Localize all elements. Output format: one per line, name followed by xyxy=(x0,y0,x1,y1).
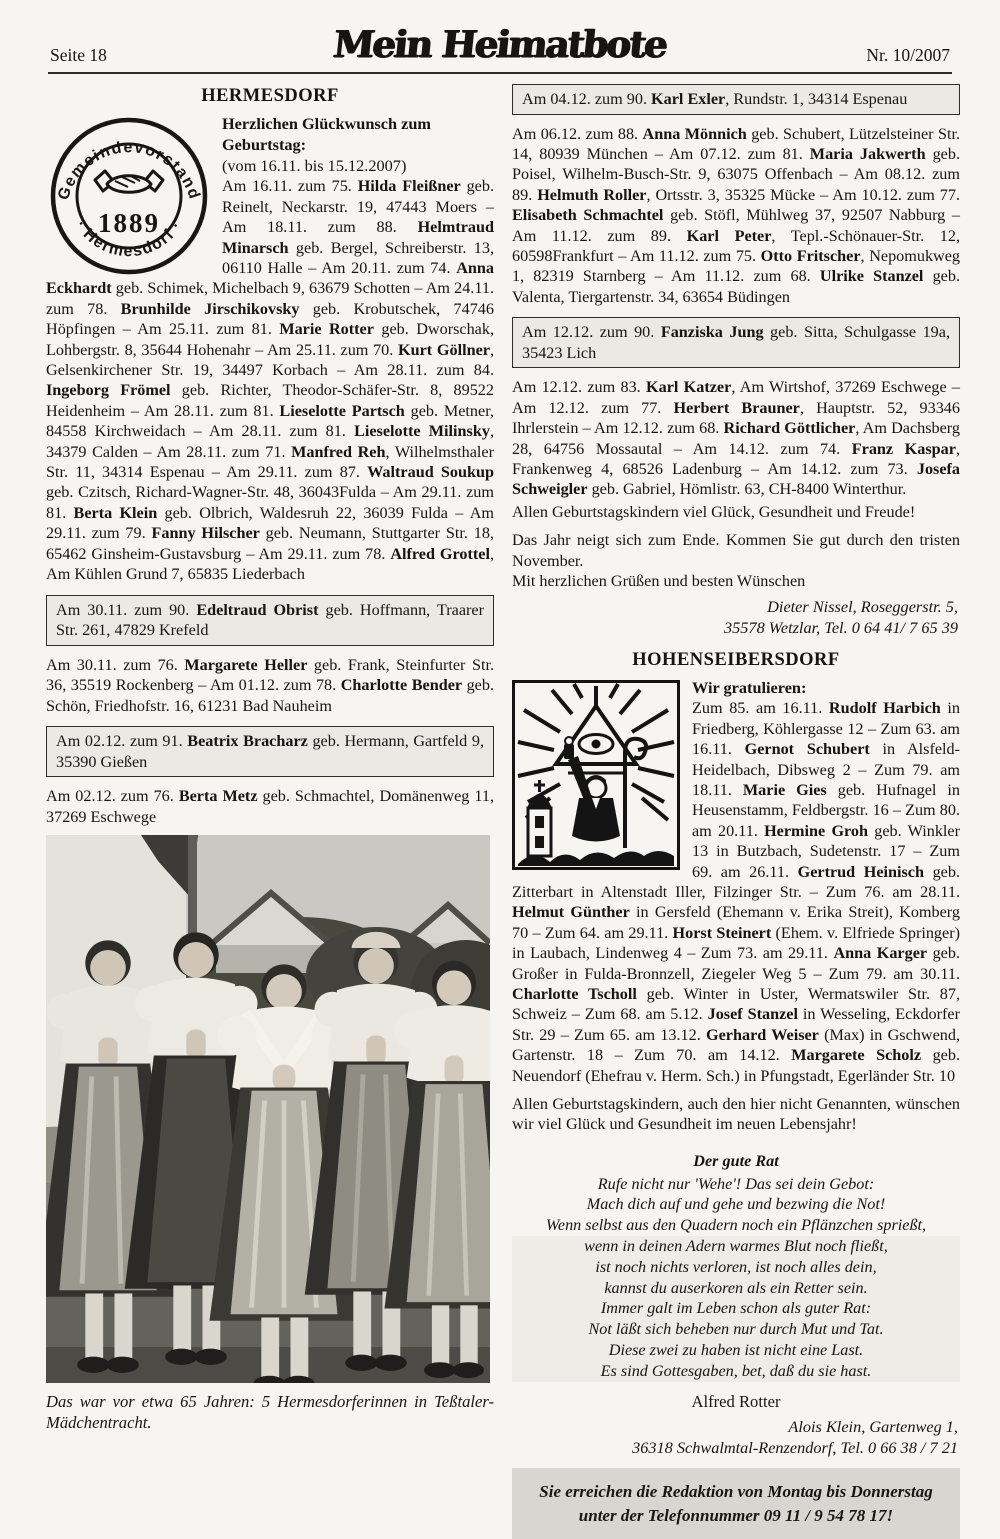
redaktion-line: unter der Telefonnummer 09 11 / 9 54 78 17! xyxy=(578,1505,894,1525)
poem-line: Diese zwei zu haben ist nicht eine Last. xyxy=(608,1341,864,1359)
signature-dieter-nissel xyxy=(512,596,958,638)
seal-year: 1889 xyxy=(98,208,160,238)
closing-wish: Allen Geburtstagskindern, auch den hier nicht Genannten, wünschen wir viel Glück und Gesundheit im neuen Lebensjahr! xyxy=(512,1095,960,1134)
regards-line: Mit herzlichen Grüßen und besten Wünschen xyxy=(512,572,806,591)
poem-shaded-block xyxy=(512,1236,960,1382)
signature-alois-klein xyxy=(512,1416,958,1458)
masthead-logo: Mein Heimatbote xyxy=(331,22,669,66)
signature-line: Dieter Nissel, Roseggerstr. 5, xyxy=(767,596,958,616)
saint-woodcut-image xyxy=(512,680,680,870)
poem-line: Es sind Gottesgaben, bet, daß du sie hast. xyxy=(600,1361,872,1380)
hohenseibersdorf-block xyxy=(512,678,960,1095)
redaktion-contact-box xyxy=(512,1468,960,1539)
page-number: Seite 18 xyxy=(50,45,107,65)
poem-author: Alfred Rotter xyxy=(691,1391,781,1411)
section-title-hermesdorf: HERMESDORF xyxy=(201,86,339,106)
poem-line: ist noch nichts verloren, ist noch alles dein, xyxy=(595,1257,877,1276)
wish-line: Allen Geburtstagskindern viel Glück, Gesundheit und Freude! xyxy=(512,502,916,521)
historic-photo-image xyxy=(46,835,490,1383)
photo-hermesdorf-tracht xyxy=(46,835,494,1434)
left-column xyxy=(46,84,495,1433)
greeting-headline: Herzlichen Glückwunsch zum Geburtstag: xyxy=(222,114,431,154)
poem-line: wenn in deinen Adern warmes Blut noch fließt, xyxy=(584,1237,888,1256)
birthday-list-hohenseibersdorf: Zum 85. am 16.11. Rudolf Harbich in Friedberg, Köhlergasse 12 – Zum 63. am 16.11. Gernot Schubert in Alsfeld-Heidelbach, Dibsweg 2 – Zum 79. am 18.11. Marie Gies geb. Hufnagel in Heusenstamm, Feldbergstr. 16 – Zum 80. am 20.11. Hermine Groh geb. Winkler 13 in Butzbach, Sudetenstr. 17 – Zum 69. am 26.11. Gertrud Heinisch geb. Zitterbart in Altenstadt Iller, Filzinger Str. – Zum 76. am 28.11. Helmut Günther in Gersfeld (Ehemann v. Erika Streit), Komberg 70 – Zum 64. am 29.11. Horst Steinert (Ehem. v. Elfriede Springer) in Laubach, Lindenweg 4 – Zum 73. am 29.11. Anna Karger geb. Großer in Fulda-Bronnzell, Ziegeler Weg 5 – Zum 79. am 30.11. Charlotte Tscholl geb. Winter in Uster, Wermatswiler Str. 87, Schweiz – Zum 68. am 5.12. Josef Stanzel in Wesseling, Eckdorfer Str. 29 – Zum 65. am 13.12. Gerhard Weiser (Max) in Gschwend, Gartenstr. 18 – Zum 70. am 14.12. Margarete Scholz geb. Neuendorf (Ehefrau v. Herm. Sch.) in Pfungstadt, Egerländer Str. 10 xyxy=(512,699,961,1085)
poem-line: Immer galt im Leben schon als guter Rat: xyxy=(600,1299,872,1318)
birthday-entry-metz: Am 02.12. zum 76. Berta Metz geb. Schmachtel, Domänenweg 11, 37269 Eschwege xyxy=(46,787,494,826)
highlight-box-exler: Am 04.12. zum 90. Karl Exler, Rundstr. 1, 34314 Espenau xyxy=(512,84,960,115)
eye-of-providence-icon xyxy=(579,734,613,753)
highlight-box-obrist: Am 30.11. zum 90. Edeltraud Obrist geb. Hoffmann, Traarer Str. 261, 47829 Krefeld xyxy=(46,595,494,646)
hermesdorf-intro-block xyxy=(46,114,494,593)
poem-line: Rufe nicht nur 'Wehe'! Das sei dein Gebot: xyxy=(597,1174,875,1193)
redaktion-line: Sie erreichen die Redaktion von Montag bis Donnerstag xyxy=(539,1482,933,1502)
highlight-box-jung: Am 12.12. zum 90. Fanziska Jung geb. Sitta, Schulgasse 19a, 35423 Lich xyxy=(512,317,960,368)
birthday-list-december-1: Am 06.12. zum 88. Anna Mönnich geb. Schubert, Lützelsteiner Str. 14, 80939 München – Am 07.12. zum 81. Maria Jakwerth geb. Poisel, Wilhelm-Busch-Str. 9, 63075 Offenbach – Am 08.12. zum 89. Helmuth Roller, Ortsstr. 3, 35325 Mücke – Am 10.12. zum 77. Elisabeth Schmachtel geb. Stöfl, Mühlweg 37, 92507 Nabburg – Am 11.12. zum 89. Karl Peter, Tepl.-Schönauer-Str. 12, 60598Frankfurt – Am 11.12. zum 75. Otto Fritscher, Nepomukweg 1, 82319 Starnberg – Am 11.12. zum 68. Ulrike Stanzel geb. Valenta, Tiergartenstr. 34, 63654 Büdingen xyxy=(512,124,961,306)
signature-line: Alois Klein, Gartenweg 1, xyxy=(788,1417,958,1437)
signature-line: 35578 Wetzlar, Tel. 0 64 41/ 7 65 39 xyxy=(724,617,958,637)
signature-line: 36318 Schwalmtal-Renzendorf, Tel. 0 66 38 / 7 21 xyxy=(632,1438,958,1458)
handshake-icon xyxy=(95,171,163,192)
greeting-date-range: (vom 16.11. bis 15.12.2007) xyxy=(222,155,407,175)
woodcut-graphic xyxy=(512,680,680,870)
seal-bottom-text: · Hermesdorf · xyxy=(71,217,187,261)
photo-caption: Das war vor etwa 65 Jahren: 5 Hermesdorferinnen in Teßtaler-Mädchentracht. xyxy=(46,1391,494,1433)
poem-line: Mach dich auf und gehe und bezwing die Not! xyxy=(586,1195,886,1214)
congrats-headline: Wir gratulieren: xyxy=(692,677,807,697)
poem-line: kannst du auserkoren als ein Retter sein. xyxy=(604,1278,868,1297)
hermesdorf-seal xyxy=(46,116,212,276)
poem-line: Wenn selbst aus den Quadern noch ein Pflänzchen sprießt, xyxy=(545,1216,927,1235)
birthday-list-heller-bender: Am 30.11. zum 76. Margarete Heller geb. Frank, Steinfurter Str. 36, 35519 Rockenberg – Am 01.12. zum 78. Charlotte Bender geb. Schön, Friedhofstr. 16, 61231 Bad Nauheim xyxy=(46,655,494,715)
poem-der-gute-rat xyxy=(512,1151,960,1413)
right-column xyxy=(512,84,961,1525)
issue-number: Nr. 10/2007 xyxy=(866,45,950,65)
section-title-hohenseibersdorf: HOHENSEIBERSDORF xyxy=(632,649,840,670)
birthday-list-december-2: Am 12.12. zum 83. Karl Katzer, Am Wirtshof, 37269 Eschwege – Am 12.12. zum 77. Herbert Brauner, Hauptstr. 52, 93346 Ihrlerstein – Am 12.12. zum 68. Richard Göttlicher, Am Dachsberg 28, 64756 Mossautal – Am 14.12. zum 74. Franz Kaspar, Frankenweg 4, 68526 Ladenburg – Am 14.12. zum 73. Josefa Schweigler geb. Gabriel, Hömlistr. 63, CH-8400 Winterthur. xyxy=(512,378,961,499)
poem-line: Not läßt sich beheben nur durch Mut und Tat. xyxy=(588,1320,884,1339)
poem-title: Der gute Rat xyxy=(693,1151,779,1170)
page-body xyxy=(0,74,1000,1525)
birthday-list-hermesdorf: Am 16.11. zum 75. Hilda Fleißner geb. Reinelt, Neckarstr. 19, 47443 Moers – Am 18.11. zum 88. Helmtraud Minarsch geb. Bergel, Schreiberstr. 13, 06110 Halle – Am 20.11. zum 74. Anna Eckhardt geb. Schimek, Michelbach 9, 63679 Schotten – Am 24.11. zum 78. Brunhilde Jirschikovsky geb. Krobutschek, 74746 Höpfingen – Am 25.11. zum 81. Marie Rotter geb. Dworschak, Lohbergstr. 8, 35644 Hohenahr – Am 25.11. zum 70. Kurt Göllner, Gelsenkirchener Str. 19, 34497 Korbach – Am 28.11. zum 84. Ingeborg Frömel geb. Richter, Theodor-Schäfer-Str. 8, 89522 Heidenheim – Am 28.11. zum 81. Lieselotte Partsch geb. Metner, 84558 Kirchweidach – Am 28.11. zum 81. Lieselotte Milinsky, 34379 Calden – Am 28.11. zum 71. Manfred Reh, Wilhelmsthaler Str. 11, 34314 Espenau – Am 29.11. zum 87. Waltraud Soukup geb. Czitsch, Richard-Wagner-Str. 48, 36043Fulda – Am 29.11. zum 81. Berta Klein geb. Olbrich, Waldesruh 22, 36039 Fulda – Am 29.11. zum 79. Fanny Hilscher geb. Neumann, Stuttgarter Str. 18, 65462 Ginsheim-Gustavsburg – Am 29.11. zum 78. Alfred Grottel, Am Kühlen Grund 7, 65835 Liederbach xyxy=(46,177,495,584)
seal-top-text: Gemeindevorstand xyxy=(54,139,203,203)
highlight-box-bracharz: Am 02.12. zum 91. Beatrix Bracharz geb. Hermann, Gartfeld 9, 35390 Gießen xyxy=(46,726,494,777)
year-end-note: Das Jahr neigt sich zum Ende. Kommen Sie gut durch den tristen November. xyxy=(512,531,960,570)
seal-graphic xyxy=(46,116,212,276)
page-header xyxy=(0,0,1000,72)
